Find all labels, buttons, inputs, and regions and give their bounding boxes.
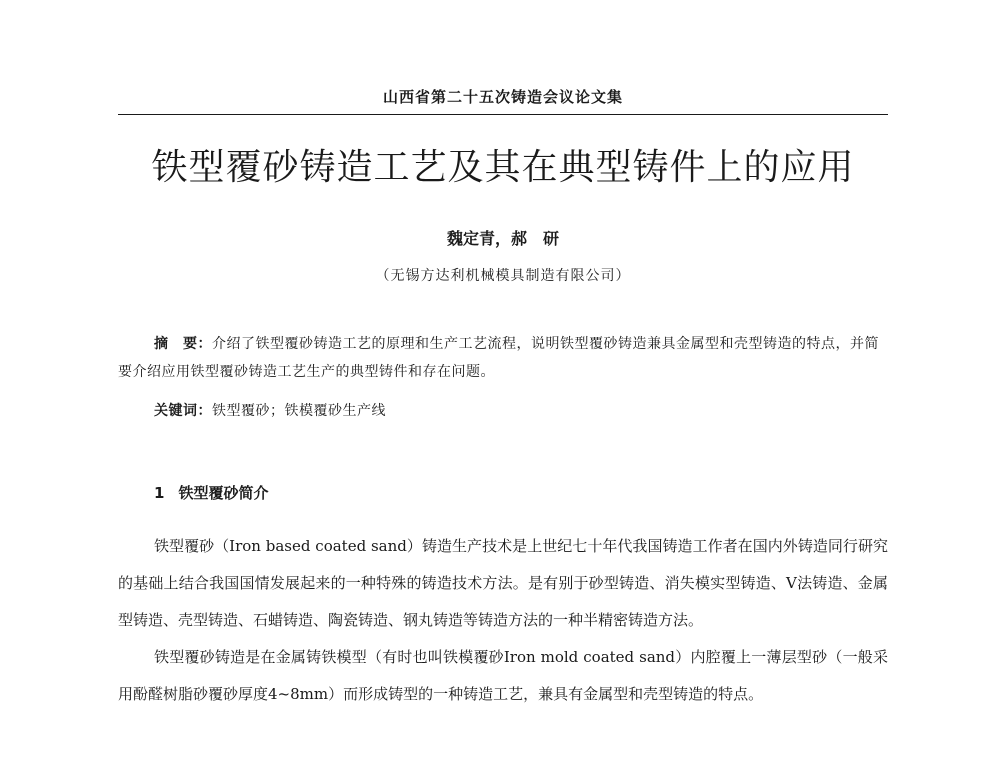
paragraph: 铁型覆砂（Iron based coated sand）铸造生产技术是上世纪七十年代我国铸造工作者在国内外铸造同行研究的基础上结合我国国情发展起来的一种特殊的铸造技术方法。是有别于砂型铸造、消失模实型铸造、V法铸造、金属型铸造、壳型铸造、石蜡铸造、陶瓷铸造、钢丸铸造等铸造方法的一种半精密铸造方法。 (118, 537, 888, 629)
keywords-text: 铁型覆砂；铁模覆砂生产线 (212, 403, 386, 419)
abstract-label: 摘 要： (154, 336, 212, 352)
keywords (154, 397, 888, 425)
body-text (118, 528, 888, 713)
paragraph: 铁型覆砂铸造是在金属铸铁模型（有时也叫铁模覆砂Iron mold coated sand）内腔覆上一薄层型砂（一般采用酚醛树脂砂覆砂厚度4~8mm）而形成铸型的一种铸造工艺，兼具有金属型和壳型铸造的特点。 (118, 648, 888, 703)
paper-title: 铁型覆砂铸造工艺及其在典型铸件上的应用 (151, 147, 855, 188)
abstract (118, 330, 888, 386)
section-number: 1 (154, 484, 165, 502)
section-title: 铁型覆砂简介 (178, 484, 269, 502)
affiliation: （无锡方达利机械模具制造有限公司） (375, 268, 631, 284)
section-heading (154, 482, 268, 503)
running-header: 山西省第二十五次铸造会议论文集 (382, 88, 623, 106)
header-rule (118, 114, 888, 115)
authors: 魏定青，郝 研 (446, 229, 559, 248)
keywords-label: 关键词： (154, 403, 212, 419)
abstract-text: 介绍了铁型覆砂铸造工艺的原理和生产工艺流程，说明铁型覆砂铸造兼具金属型和壳型铸造的特点，并简要介绍应用铁型覆砂铸造工艺生产的典型铸件和存在问题。 (118, 336, 879, 380)
